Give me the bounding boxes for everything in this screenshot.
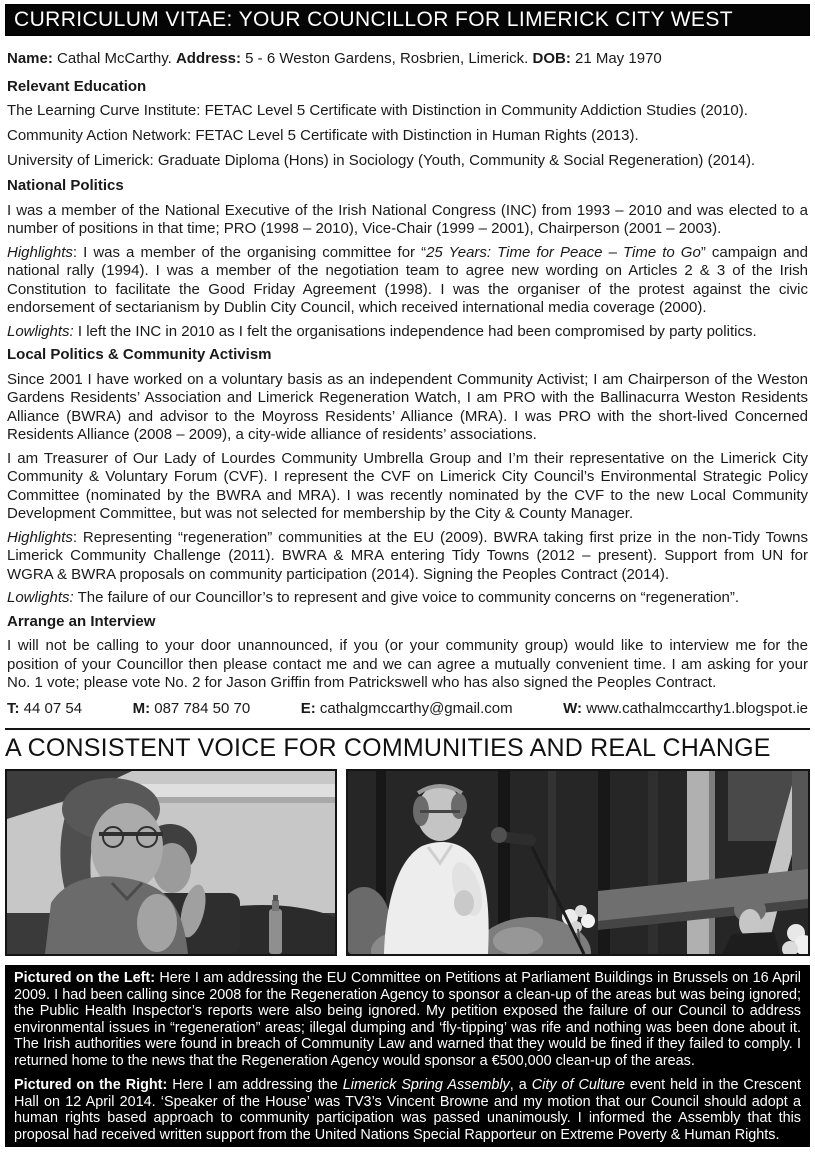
interview-heading: Arrange an Interview (7, 612, 156, 630)
highlights-text: ” campaign and national rally (1994). I was a member of the negotiation team to agree new wording on Articles 2 & 3 of the Irish Constitution to facilitate the Good Friday Agreement (1998). I was the organiser of the protest against the civic endorsement of sectarianism by Dublin City Council, which received international media coverage (2000). (7, 243, 808, 316)
caption-left-text: Here I am addressing the EU Committee on Petitions at Parliament Buildings in Brussels on 16 April 2009. I had been calling since 2008 for the Regeneration Agency to sponsor a clean-up of the areas but was being ignored; the Public Health Inspector’s reports were also being ignored. My petition exposed the failure of our Council to address environmental issues in “regeneration” areas; illegal dumping and ‘fly-tipping’ was rife and nothing was been done about it. The Irish authorities were found in breach of Community Law and warned that they would be fined if they failed to comply. I returned home to the news that the Regeneration Agency would sponsor a €500,000 clean-up of the areas. (14, 970, 801, 1069)
page-title: CURRICULUM VITAE: YOUR COUNCILLOR FOR LIMERICK CITY WEST (14, 8, 733, 31)
caption-left (14, 970, 801, 1069)
highlights-text: : I was a member of the organising committee for “ (72, 243, 427, 261)
address-value: 5 - 6 Weston Gardens, Rosbrien, Limerick. (240, 50, 533, 67)
caption-right-text: Here I am addressing the (167, 1077, 343, 1093)
dob-value: 21 May 1970 (570, 50, 662, 67)
education-item: University of Limerick: Graduate Diploma (Hons) in Sociology (Youth, Community & Social Regeneration) (2014). (7, 152, 756, 169)
slogan-banner: A CONSISTENT VOICE FOR COMMUNITIES AND REAL CHANGE (5, 734, 771, 762)
campaign-name: 25 Years: Time for Peace – Time to Go (426, 243, 701, 261)
section-education (5, 78, 810, 171)
lowlights-label: Lowlights: (7, 322, 74, 340)
lowlights-label: Lowlights: (7, 589, 74, 606)
address-label: Address: (175, 50, 241, 67)
highlights-label: Highlights (7, 528, 73, 546)
website-value: www.cathalmccarthy1.blogspot.ie (582, 699, 808, 717)
phone-value: 44 07 54 (19, 699, 83, 717)
mobile-value: 087 784 50 70 (150, 699, 251, 717)
education-item: The Learning Curve Institute: FETAC Level 5 Certificate with Distinction in Community Addiction Studies (2010). (7, 102, 748, 119)
national-politics-paragraph: I was a member of the National Executive of the Irish National Congress (INC) from 1993 – 2010 and was elected to a number of positions in that time; PRO (1998 – 2010), Vice-Chair (1999 – 2001), Chairperson (2001 – 2003). (7, 201, 808, 237)
photo-left-image (7, 771, 335, 954)
caption-right-text: event held in the Crescent Hall on 12 April 2014. ‘Speaker of the House’ was TV3’s Vincent Browne and my motion that our Council should adopt a human rights based approach to community participation was passed unanimously. I informed the Assembly that this proposal had received written support from the United Nations Special Rapporteur on Extreme Poverty & Human Rights. (14, 1077, 802, 1143)
website-label: W: (563, 699, 583, 717)
caption-right-text: , a (509, 1077, 532, 1093)
section-local-politics (5, 346, 810, 608)
interview-paragraph: I will not be calling to your door unannounced, if you (or your community group) would like to interview me for the position of your Councillor then please contact me and we can agree a mutually convenient time. I am asking for your No. 1 vote; please vote No. 2 for Jason Griffin from Patrickswell who has also signed the Peoples Contract. (7, 637, 808, 691)
contact-row (7, 700, 808, 719)
national-lowlights (7, 323, 808, 342)
local-highlights (7, 529, 808, 585)
name-label: Name: (7, 50, 53, 67)
education-heading: Relevant Education (7, 77, 147, 95)
mobile-label: M: (132, 699, 151, 717)
caption-right-label: Pictured on the Right: (14, 1077, 168, 1093)
dob-label: DOB: (532, 50, 571, 67)
photo-right (346, 769, 810, 956)
email-label: E: (300, 699, 316, 717)
local-politics-paragraph-2: I am Treasurer of Our Lady of Lourdes Community Umbrella Group and I’m their representative on the Limerick City Community & Voluntary Forum (CVF). I represent the CVF on Limerick City Council’s Environmental Strategic Policy Committee (nominated by the BWRA and MRA). I was recently nominated by the CVF to the new Local Community Development Committee, but was not selected for membership by the City & County Manager. (7, 449, 808, 522)
caption-box (5, 965, 810, 1147)
highlights-label: Highlights (7, 243, 73, 261)
caption-left-label: Pictured on the Left: (14, 970, 155, 986)
event-name: Limerick Spring Assembly (342, 1077, 510, 1093)
photo-row (5, 769, 810, 956)
email-entry (301, 700, 513, 719)
section-interview (5, 613, 810, 693)
website-entry (563, 700, 808, 719)
national-politics-heading: National Politics (7, 177, 124, 194)
education-item: Community Action Network: FETAC Level 5 Certificate with Distinction in Human Rights (2013). (7, 127, 639, 144)
mobile-entry (133, 700, 251, 719)
local-lowlights (7, 589, 808, 608)
highlights-text: : Representing “regeneration” communities at the EU (2009). BWRA taking first prize in the non-Tidy Towns Limerick Community Challenge (2011). BWRA & MRA entering Tidy Towns (2012 – present). Support from UN for WGRA & BWRA proposals on community participation (2014). Signing the Peoples Contract (2014). (7, 528, 808, 583)
section-national-politics (5, 177, 810, 341)
lowlights-text: I left the INC in 2010 as I felt the organisations independence had been compromised by party politics. (73, 322, 757, 340)
local-politics-heading: Local Politics & Community Activism (7, 346, 272, 363)
photo-left (5, 769, 337, 956)
festival-name: City of Culture (531, 1077, 625, 1093)
email-value: cathalgmccarthy@gmail.com (315, 699, 513, 717)
lowlights-text: The failure of our Councillor’s to represent and give voice to community concerns on “regeneration”. (73, 589, 740, 606)
name-value: Cathal McCarthy. (52, 50, 176, 67)
national-highlights (7, 244, 808, 318)
divider-rule (5, 728, 810, 730)
phone-entry (7, 700, 82, 719)
photo-right-image (348, 771, 808, 954)
personal-info (7, 50, 808, 69)
phone-label: T: (7, 699, 20, 717)
title-bar (5, 4, 810, 36)
local-politics-paragraph-1: Since 2001 I have worked on a voluntary basis as an independent Community Activist; I am Chairperson of the Weston Gardens Residents’ Association and Limerick Regeneration Watch, I am PRO with the Ballinacurra Weston Residents Alliance (BWRA) and advisor to the Moyross Residents’ Alliance (MRA). I was PRO with the short-lived Concerned Residents Alliance (2008 – 2009), a city-wide alliance of residents’ associations. (7, 370, 808, 443)
caption-right (14, 1077, 801, 1143)
